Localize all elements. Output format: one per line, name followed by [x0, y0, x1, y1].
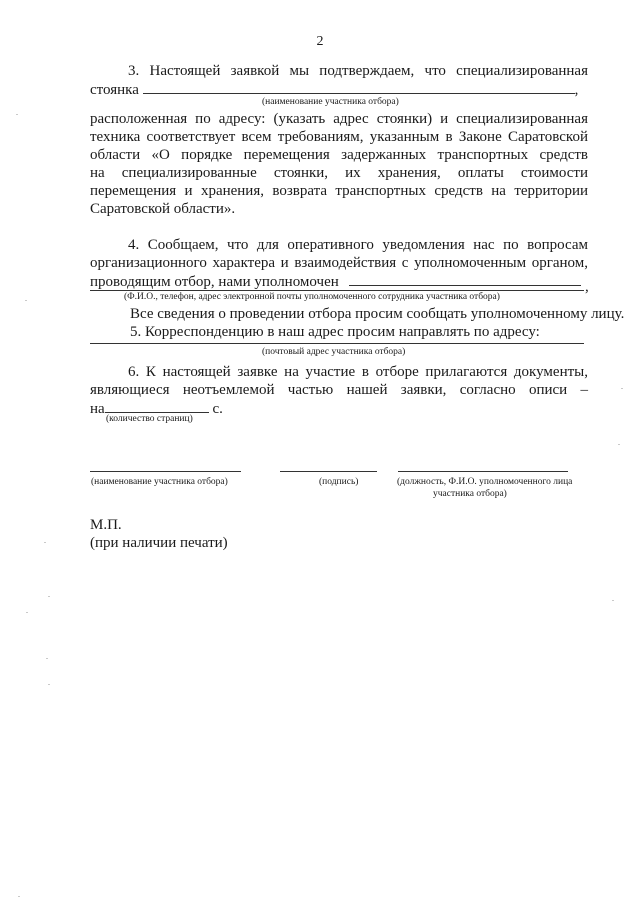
- comma-mark: ,: [585, 279, 589, 295]
- p3-line-2: расположенная по адресу: (указать адрес стоянки) и специализированная: [90, 111, 588, 127]
- p4-line-3: проводящим отбор, нами уполномочен: [90, 274, 339, 290]
- na-word: на: [90, 401, 105, 417]
- p4-line-1: 4. Сообщаем, что для оперативного уведомления нас по вопросам: [128, 237, 588, 253]
- p3-line-1: 3. Настоящей заявкой мы подтверждаем, что специализированная: [128, 63, 588, 79]
- caption-postal: (почтовый адрес участника отбора): [262, 347, 406, 357]
- scan-speck: [18, 896, 20, 897]
- stamp-mp: М.П.: [90, 517, 122, 533]
- position-line: [398, 471, 568, 472]
- caption-sig-sign: (подпись): [319, 477, 359, 487]
- p4-line-2: организационного характера и взаимодействия с уполномоченным органом,: [90, 255, 588, 271]
- p6-line-2: являющиеся неотъемлемой частью нашей заявки, согласно описи –: [90, 382, 588, 398]
- signature-line: [280, 471, 377, 472]
- scan-speck: [621, 388, 623, 389]
- p6-line-1: 6. К настоящей заявке на участие в отборе прилагаются документы,: [128, 364, 588, 380]
- caption-participant: (наименование участника отбора): [262, 97, 399, 107]
- p3-line-4: области «О порядке перемещения задержанных транспортных средств: [90, 147, 588, 163]
- parking-name-blank: [143, 80, 575, 94]
- scan-speck: [25, 300, 27, 301]
- scan-speck: [48, 684, 50, 685]
- scan-speck: [44, 542, 46, 543]
- p5-line-1: 5. Корреспонденцию в наш адрес просим направлять по адресу:: [130, 324, 540, 340]
- pages-suffix: с.: [212, 401, 223, 417]
- p3-line-3: техника соответствует всем требованиям, указанным в Законе Саратовской: [90, 129, 588, 145]
- p4-line-4: Все сведения о проведении отбора просим сообщать уполномоченному лицу.: [130, 306, 625, 322]
- stoyanka-word: стоянка: [90, 82, 139, 98]
- caption-contact: (Ф.И.О., телефон, адрес электронной почты уполномоченного сотрудника участника отбора): [124, 292, 500, 302]
- page-number: 2: [316, 34, 324, 49]
- p3-line-6: перемещения и хранения, возврата транспортных средств на территории: [90, 183, 588, 199]
- stamp-note: (при наличии печати): [90, 535, 228, 551]
- scan-speck: [612, 600, 614, 601]
- p3-line-7: Саратовской области».: [90, 201, 236, 217]
- caption-pages: (количество страниц): [106, 414, 193, 424]
- postal-address-line: [90, 343, 584, 344]
- caption-sig-name: (наименование участника отбора): [91, 477, 228, 487]
- p3-line-5: на специализированные стоянки, их хранения, оплаты стоимости: [90, 165, 588, 181]
- scan-speck: [16, 114, 18, 115]
- scan-speck: [26, 612, 28, 613]
- caption-sig-position-1: (должность, Ф.И.О. уполномоченного лица: [397, 477, 573, 487]
- authorized-person-blank: [349, 272, 581, 286]
- scan-speck: [618, 444, 620, 445]
- caption-sig-position-2: участника отбора): [433, 489, 507, 499]
- scan-speck: [46, 658, 48, 659]
- p3-stoyanka-row: стоянка ,: [90, 82, 579, 98]
- p4-line-3-row: [90, 272, 588, 291]
- participant-name-line: [90, 471, 241, 472]
- contact-line: [90, 290, 584, 291]
- page-count-blank: [105, 399, 209, 413]
- scan-speck: [48, 596, 50, 597]
